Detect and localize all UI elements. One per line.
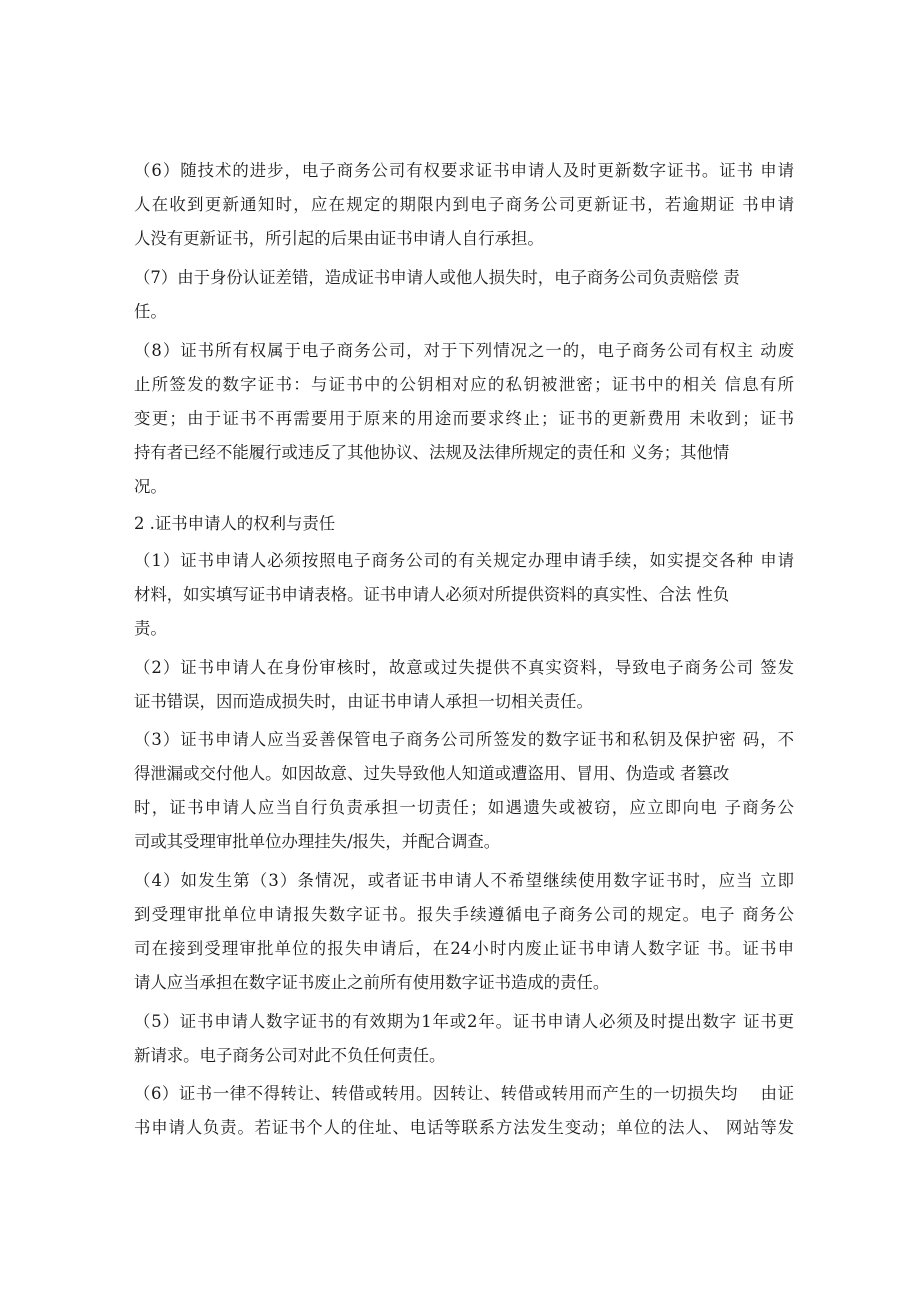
paragraph-line: （5）证书申请人数字证书的有效期为1年或2年。证书申请人必须及时提出数字 证书更 [134,1012,794,1031]
paragraph-line: 司或其受理审批单位办理挂失/报失，并配合调查。 [134,832,501,851]
paragraph-line: 司在接到受理审批单位的报失申请后，在24小时内废止证书申请人数字证 书。证书申 [134,939,794,958]
paragraph-line: 人在收到更新通知时，应在规定的期限内到电子商务公司更新证书，若逾期证 书申请 [134,195,794,214]
paragraph-line: （2）证书申请人在身份审核时，故意或过失提供不真实资料，导致电子商务公司 签发 [134,658,794,677]
paragraph-line: （3）证书申请人应当妥善保管电子商务公司所签发的数字证书和私钥及保护密 码，不 [134,730,794,749]
paragraph-line: （8）证书所有权属于电子商务公司，对于下列情况之一的，电子商务公司有权主 动废 [134,341,794,360]
section-heading: 2 .证书申请人的权利与责任 [134,514,336,533]
paragraph-line: （1）证书申请人必须按照电子商务公司的有关规定办理申请手续，如实提交各种 申请 [134,551,794,570]
paragraph-line: （6）证书一律不得转让、转借或转用。因转让、转借或转用而产生的一切损失均 由证 [134,1084,794,1103]
paragraph-line: 人没有更新证书，所引起的后果由证书申请人自行承担。 [134,229,544,248]
paragraph-line: 证书错误，因而造成损失时，由证书申请人承担一切相关责任。 [134,692,593,711]
paragraph-line: 请人应当承担在数字证书废止之前所有使用数字证书造成的责任。 [134,973,610,992]
paragraph-line: 止所签发的数字证书：与证书中的公钥相对应的私钥被泄密；证书中的相关 信息有所 [134,375,794,394]
paragraph-line: 任。 [134,302,167,321]
paragraph-line: 到受理审批单位申请报失数字证书。报失手续遵循电子商务公司的规定。电子 商务公 [134,905,794,924]
paragraph-line: 变更；由于证书不再需要用于原来的用途而要求终止；证书的更新费用 未收到；证书 [134,409,794,428]
paragraph-line: 责。 [134,619,167,638]
paragraph-line: 持有者已经不能履行或违反了其他协议、法规及法律所规定的责任和 义务；其他情 [134,443,730,462]
paragraph-line: （7）由于身份认证差错，造成证书申请人或他人损失时，电子商务公司负责赔偿 责 [134,268,740,287]
paragraph-line: （6）随技术的进步，电子商务公司有权要求证书申请人及时更新数字证书。证书 申请 [134,161,794,180]
paragraph-line: 材料，如实填写证书申请表格。证书申请人必须对所提供资料的真实性、合法 性负 [134,585,730,604]
paragraph-line: 得泄漏或交付他人。如因故意、过失导致他人知道或遭盗用、冒用、伪造或 者篡改 [134,764,730,783]
paragraph-line: 况。 [134,477,167,496]
paragraph-line: 时，证书申请人应当自行负责承担一切责任；如遇遗失或被窃，应立即向电 子商务公 [134,798,794,817]
paragraph-line: 新请求。电子商务公司对此不负任何责任。 [134,1046,446,1065]
paragraph-line: （4）如发生第（3）条情况，或者证书申请人不希望继续使用数字证书时，应当 立即 [134,871,794,890]
paragraph-line: 书申请人负责。若证书个人的住址、电话等联系方法发生变动；单位的法人、 网站等发 [134,1118,794,1137]
